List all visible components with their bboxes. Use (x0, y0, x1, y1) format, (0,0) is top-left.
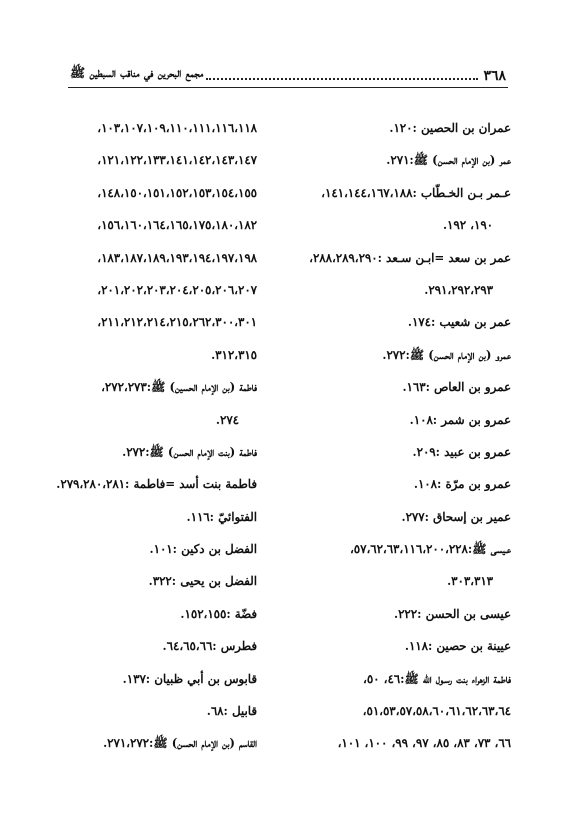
leader-dots (206, 77, 478, 80)
index-entry: فاطمة بنت أسد =فاطمة :٢٧٩،٢٨٠،٢٨١. (56, 477, 257, 492)
index-entry: القاسم (بن الإمام الحسن) ﷺ:٢٧١،٢٧٢. (103, 736, 257, 751)
index-entry: ١٥٦،١٦٠،١٦٤،١٦٥،١٧٥،١٨٠،١٨٢، (97, 218, 257, 233)
index-entry: ١٤٨،١٥٠،١٥١،١٥٢،١٥٣،١٥٤،١٥٥، (97, 185, 257, 200)
index-entry: ٢٧٤. (215, 412, 239, 427)
index-entry: ٢٠١،٢٠٢،٢٠٣،٢٠٤،٢٠٥،٢٠٦،٢٠٧، (97, 282, 257, 297)
index-entry: عمر بن شعيب :١٧٤. (407, 315, 511, 330)
index-entry: عـيسى ﷺ:٥٧،٦٢،٦٣،١١٦،٢٠٠،٢٢٨، (349, 542, 511, 557)
index-entry: عمران بن الحصين :١٢٠. (389, 121, 511, 135)
index-entry: عيسى بن الحسن :٢٢٢. (393, 606, 511, 621)
index-entry: فطرس :٦٤،٦٥،٦٦. (162, 639, 257, 654)
index-entry: الفتوائيّ :١١٦. (186, 509, 257, 524)
index-entry: ٢٩١،٢٩٢،٢٩٣. (424, 282, 493, 297)
index-entry: ١٢١،١٢٢،١٣٣،١٤١،١٤٢،١٤٣،١٤٧، (97, 153, 257, 168)
index-entry: عمرو بن عبيد :٢٠٩. (412, 444, 511, 459)
index-entry: عمر (بن الإمام الحسن) ﷺ:٢٧١. (386, 153, 511, 168)
index-entry: ١٠٣،١٠٧،١٠٩،١١٠،١١١،١١٦،١١٨، (97, 121, 257, 135)
index-column-left (42, 112, 257, 760)
index-entry: الفضل بن دكين :١٠١. (149, 542, 257, 557)
index-entry: عمرو (بن الإمام الحسن) ﷺ:٢٧٢. (382, 347, 511, 362)
index-entry: فاطمة (بنت الإمام الحسن) ﷺ:٢٧٢. (122, 444, 257, 459)
index-entry: فاطمة (بن الإمام الحسين) ﷺ:٢٧٢،٢٧٣، (101, 380, 257, 395)
index-entry: فضّة :١٥٢،١٥٥. (180, 606, 257, 621)
page-number: ٣٦٨ (483, 68, 506, 84)
index-entry: فاطمة الزهراء بنت رسـول الله ﷺ:٤٦، ٥٠، (363, 671, 511, 686)
index-entry: قابيل :٦٨. (206, 704, 257, 719)
index-entry: ٣٠٣،٣١٣. (447, 574, 493, 589)
index-column-right (296, 112, 511, 760)
running-header (70, 62, 506, 84)
index-entry: عمرو بن مرّة :١٠٨. (413, 477, 511, 492)
index-entry: عمر بن سعد =ابـن سـعد :٢٨٨،٢٨٩،٢٩٠، (309, 250, 511, 265)
index-entry: ٥١،٥٣،٥٧،٥٨،٦٠،٦١،٦٢،٦٣،٦٤، (362, 704, 511, 719)
index-entry: ٣١٢،٣١٥. (211, 347, 257, 362)
index-entry: ١٨٣،١٨٧،١٨٩،١٩٣،١٩٤،١٩٧،١٩٨، (97, 250, 257, 265)
index-entry: قابوس بن أبي ظبيان :١٣٧. (122, 671, 257, 686)
index-entry: عـمر بـن الخـطّاب :١٤١،١٤٤،١٦٧،١٨٨، (321, 185, 511, 200)
index-entry: ٢١١،٢١٢،٢١٤،٢١٥،٢٦٢،٣٠٠،٣٠١، (97, 315, 257, 330)
book-title: مجمع البحرين في مناقب السبطين ﷺ (70, 65, 204, 80)
index-entry: عيينة بن حصين :١١٨. (404, 639, 511, 654)
header-rule (68, 87, 508, 88)
index-entry: عمير بن إسحاق :٢٧٧. (401, 509, 511, 524)
index-entry: الفضل بن يحيى :٣٢٢. (148, 574, 257, 589)
index-entry: عمرو بن شمر :١٠٨. (409, 412, 511, 427)
index-entry: عمرو بن العاص :١٦٣. (402, 380, 511, 395)
index-entry: ١٩٠، ١٩٢. (442, 218, 493, 233)
index-entry: ٦٦، ٧٣، ٨٣، ٨٥، ٩٧، ٩٩، ١٠٠، ١٠١، (337, 736, 511, 751)
